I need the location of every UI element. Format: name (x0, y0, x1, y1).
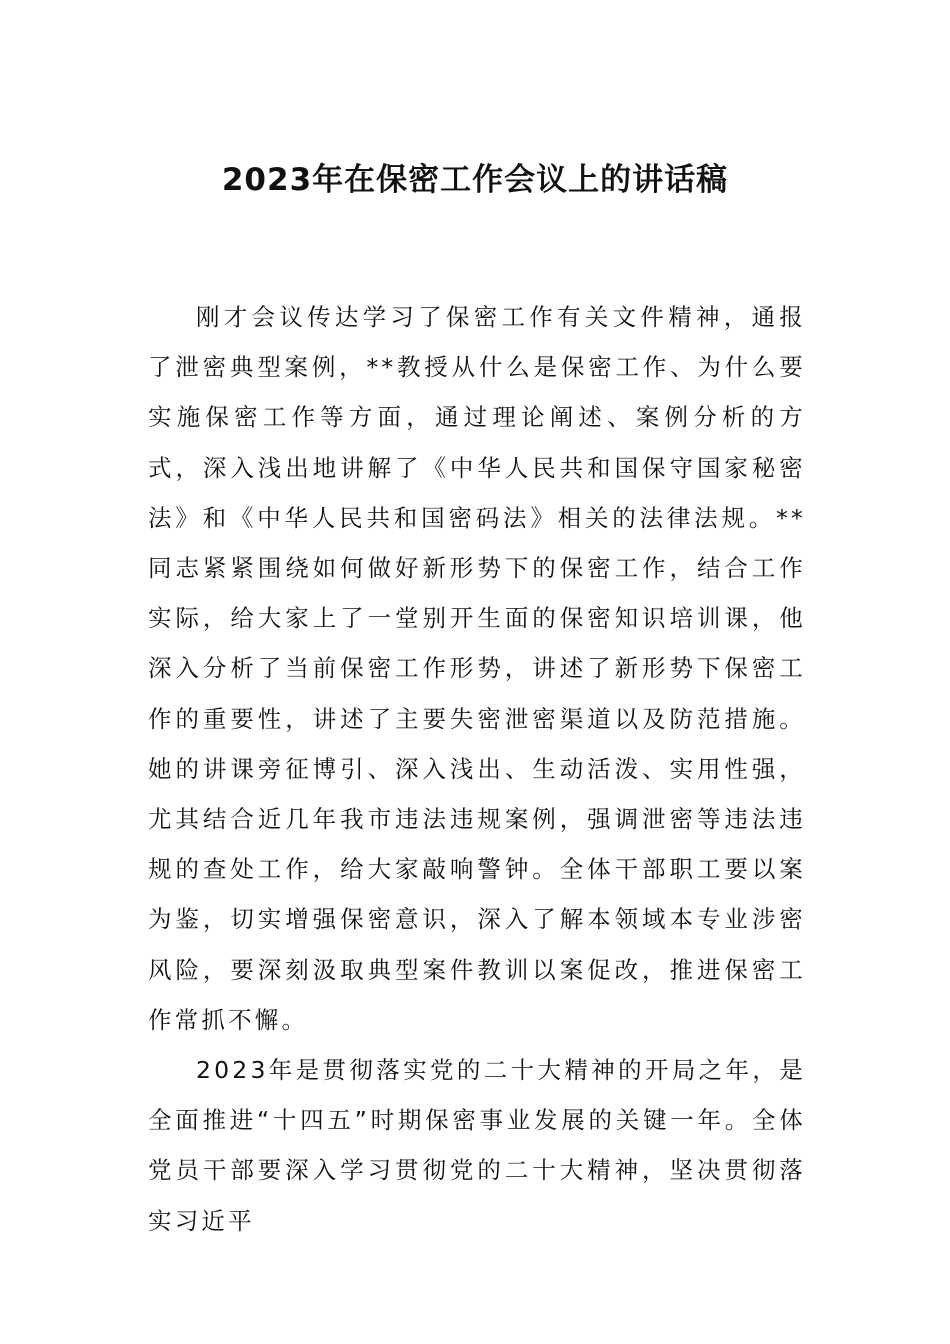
paragraph-2: 2023年是贯彻落实党的二十大精神的开局之年，是全面推进“十四五”时期保密事业发展的关键一年。全体党员干部要深入学习贯彻党的二十大精神，坚决贯彻落实习近平 (148, 1056, 806, 1235)
document-body (148, 292, 806, 1246)
paragraph-1: 刚才会议传达学习了保密工作有关文件精神，通报了泄密典型案例，**教授从什么是保密工作、为什么要实施保密工作等方面，通过理论阐述、案例分析的方式，深入浅出地讲解了《中华人民共和国保守国家秘密法》和《中华人民共和国密码法》相关的法律法规。**同志紧紧围绕如何做好新形势下的保密工作，结合工作实际，给大家上了一堂别开生面的保密知识培训课，他深入分析了当前保密工作形势，讲述了新形势下保密工作的重要性，讲述了主要失密泄密渠道以及防范措施。她的讲课旁征博引、深入浅出、生动活泼、实用性强，尤其结合近几年我市违法违规案例，强调泄密等违法违规的查处工作，给大家敲响警钟。全体干部职工要以案为鉴，切实增强保密意识，深入了解本领域本专业涉密风险，要深刻汲取典型案件教训以案促改，推进保密工作常抓不懈。 (148, 303, 806, 1034)
document-title: 2023年在保密工作会议上的讲话稿 (221, 162, 729, 198)
